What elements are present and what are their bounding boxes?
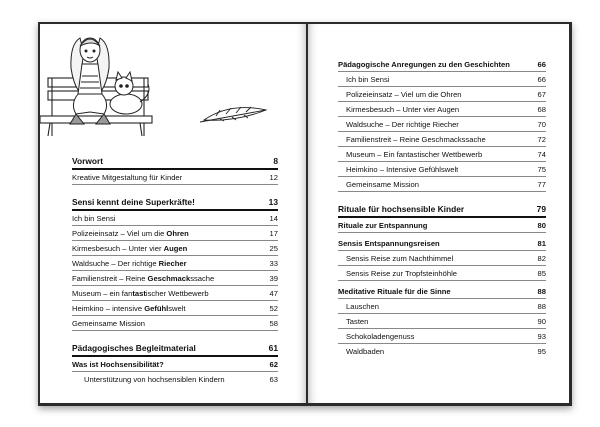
toc-entry: Kreative Mitgestaltung für Kinder 12 xyxy=(72,170,278,185)
toc-entry: Pädagogisches Begleitmaterial 61 xyxy=(72,339,278,357)
toc-entry: Heimkino – intensive Gefühlswelt 52 xyxy=(72,301,278,316)
toc-entry: Polizeieinsatz – Viel um die Ohren 17 xyxy=(72,226,278,241)
toc-entry: Pädagogische Anregungen zu den Geschichten 66 xyxy=(338,57,546,72)
toc-entry: Polizeieinsatz – Viel um die Ohren 67 xyxy=(338,87,546,102)
left-page xyxy=(40,24,306,403)
toc-entry: Gemeinsame Mission 58 xyxy=(72,316,278,331)
toc-entry: Kirmesbesuch – Unter vier Augen 25 xyxy=(72,241,278,256)
toc-entry: Sensi kennt deine Superkräfte! 13 xyxy=(72,193,278,211)
toc-entry: Rituale zur Entspannung 80 xyxy=(338,218,546,233)
toc-entry: Heimkino – Intensive Gefühlswelt 75 xyxy=(338,162,546,177)
toc-entry: Vorwort 8 xyxy=(72,152,278,170)
toc-entry: Kirmesbesuch – Unter vier Augen 68 xyxy=(338,102,546,117)
toc-entry: Lauschen 88 xyxy=(338,299,546,314)
toc-entry: Sensis Reise zur Tropfsteinhöhle 85 xyxy=(338,266,546,281)
toc-right xyxy=(338,57,546,358)
toc-entry: Familienstreit – Reine Geschmackssache 72 xyxy=(338,132,546,147)
toc-entry: Rituale für hochsensible Kinder 79 xyxy=(338,200,546,218)
toc-entry: Familienstreit – Reine Geschmackssache 39 xyxy=(72,271,278,286)
open-book xyxy=(38,22,572,406)
toc-entry: Gemeinsame Mission 77 xyxy=(338,177,546,192)
toc-entry: Ich bin Sensi 14 xyxy=(72,211,278,226)
toc-entry: Tasten 90 xyxy=(338,314,546,329)
toc-entry: Was ist Hochsensibilität? 62 xyxy=(72,357,278,372)
toc-entry: Unterstützung von hochsensiblen Kindern 63 xyxy=(84,375,278,384)
right-page xyxy=(308,24,569,403)
toc-entry: Meditative Rituale für die Sinne 88 xyxy=(338,284,546,299)
toc-entry: Schokoladengenuss 93 xyxy=(338,329,546,344)
toc-entry: Waldbaden 95 xyxy=(346,347,546,356)
toc-entry: Ich bin Sensi 66 xyxy=(338,72,546,87)
toc-entry: Museum – ein fantastischer Wettbewerb 47 xyxy=(72,286,278,301)
toc-entry: Museum – Ein fantastischer Wettbewerb 74 xyxy=(338,147,546,162)
toc-entry: Waldsuche – Der richtige Riecher 33 xyxy=(72,256,278,271)
feather-icon xyxy=(200,107,266,122)
illustration-girl-bench-icon xyxy=(40,24,306,136)
toc-entry: Waldsuche – Der richtige Riecher 70 xyxy=(338,117,546,132)
toc-entry: Sensis Reise zum Nachthimmel 82 xyxy=(338,251,546,266)
toc-entry: Sensis Entspannungsreisen 81 xyxy=(338,236,546,251)
toc-left xyxy=(72,152,278,386)
